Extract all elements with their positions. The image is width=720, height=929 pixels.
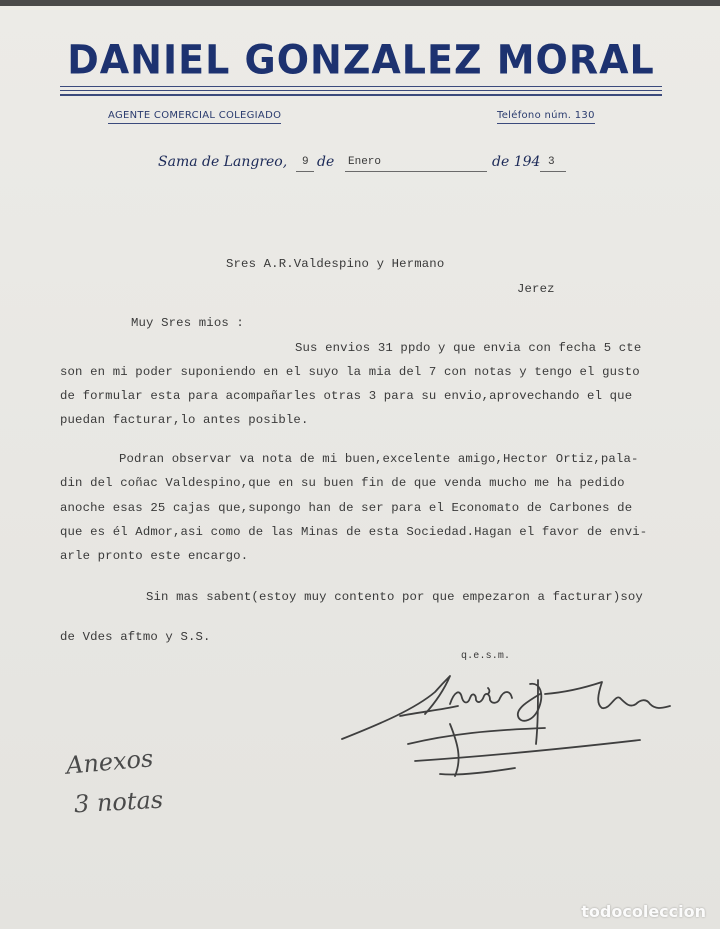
closing-formula: q.e.s.m. bbox=[461, 651, 511, 662]
body-line: Podran observar va nota de mi buen,excelente amigo,Hector Ortiz,pala- bbox=[119, 452, 639, 466]
letterhead-role: AGENTE COMERCIAL COLEGIADO bbox=[108, 110, 281, 124]
body-line: puedan facturar,lo antes posible. bbox=[60, 413, 309, 427]
body-line: Sin mas sabent(estoy muy contento por que empezaron a facturar)soy bbox=[146, 590, 643, 604]
top-edge bbox=[0, 0, 720, 6]
body-line: Sus envios 31 ppdo y que envia con fecha 5 cte bbox=[295, 341, 642, 355]
date-day: 9 bbox=[302, 156, 309, 168]
body-line: que es él Admor,asi como de las Minas de esta Sociedad.Hagan el favor de envi- bbox=[60, 525, 648, 539]
handwritten-signature bbox=[340, 664, 685, 784]
body-line: son en mi poder suponiendo en el suyo la mia del 7 con notas y tengo el gusto bbox=[60, 365, 640, 379]
recipient-city: Jerez bbox=[517, 282, 555, 296]
date-underline bbox=[345, 171, 487, 172]
salutation: Muy Sres mios : bbox=[131, 316, 244, 330]
body-line: anoche esas 25 cajas que,supongo han de ser para el Economato de Carbones de bbox=[60, 501, 633, 515]
handwritten-annotation bbox=[60, 742, 230, 832]
date-year-prefix: de 194 bbox=[492, 154, 541, 170]
watermark-logo: todocoleccion bbox=[581, 902, 706, 921]
annotation-line: Anexos bbox=[64, 744, 155, 780]
date-place: Sama de Langreo, bbox=[158, 154, 288, 170]
date-de: de bbox=[317, 154, 335, 170]
signature-text: Daniel G Moral bbox=[540, 676, 549, 677]
date-underline bbox=[540, 171, 566, 172]
annotation-line: 3 notas bbox=[73, 785, 164, 819]
date-month: Enero bbox=[348, 156, 382, 168]
letterhead-company-name: DANIEL GONZALEZ MORAL bbox=[67, 36, 655, 84]
letterhead-rule bbox=[60, 94, 662, 96]
letterhead-rule bbox=[60, 90, 662, 91]
recipient-name: Sres A.R.Valdespino y Hermano bbox=[226, 257, 445, 271]
letterhead-rule bbox=[60, 86, 662, 87]
body-line: din del coñac Valdespino,que en su buen fin de que venda mucho me ha pedido bbox=[60, 476, 625, 490]
date-year-digit: 3 bbox=[548, 156, 555, 168]
letterhead-phone: Teléfono núm. 130 bbox=[497, 110, 595, 124]
body-line: de formular esta para acompañarles otras 3 para su envio,aprovechando el que bbox=[60, 389, 633, 403]
body-line: arle pronto este encargo. bbox=[60, 549, 249, 563]
body-line: de Vdes aftmo y S.S. bbox=[60, 630, 211, 644]
date-line bbox=[0, 152, 720, 174]
date-underline bbox=[296, 171, 314, 172]
